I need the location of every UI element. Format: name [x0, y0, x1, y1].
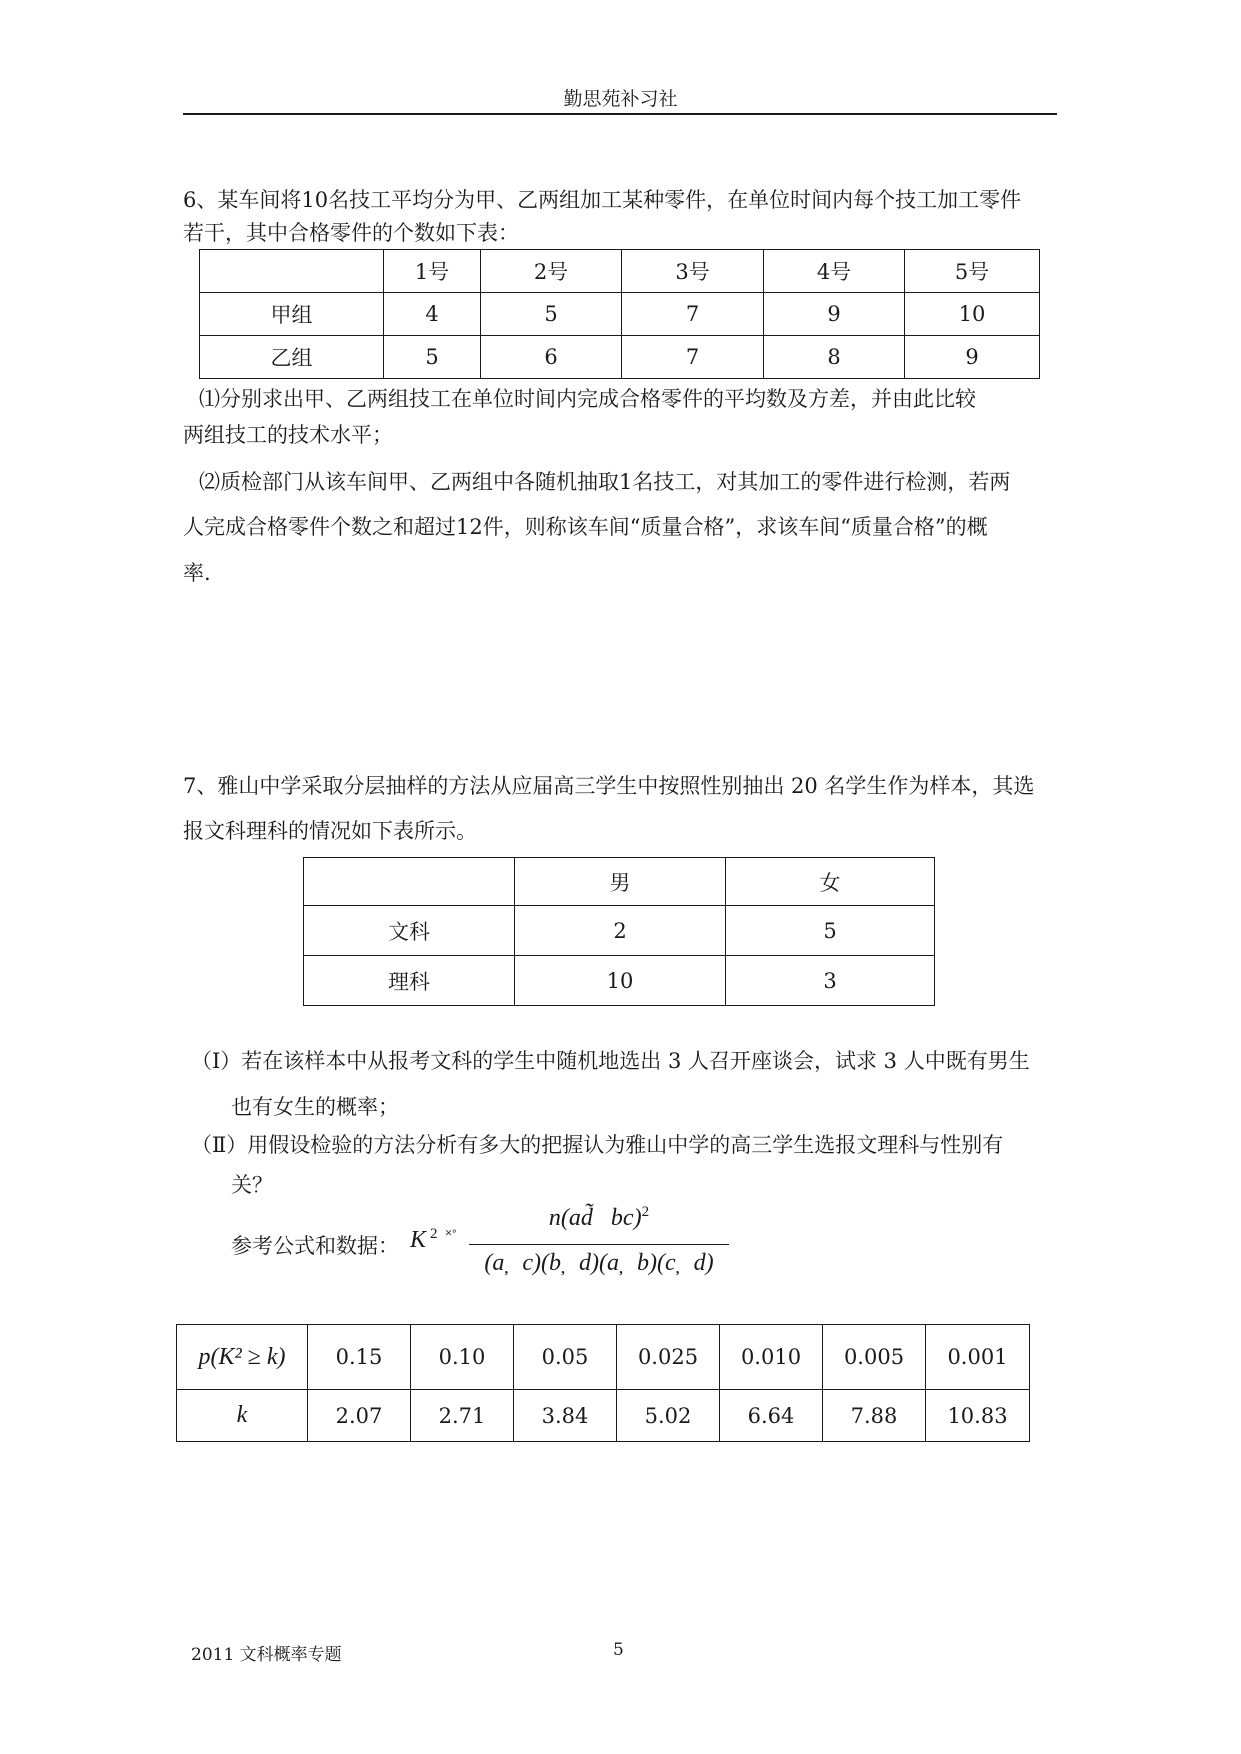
q6-part2-line3: 率.	[183, 561, 211, 585]
q6-part2-line2: 人完成合格零件个数之和超过12件，则称该车间“质量合格”，求该车间“质量合格”的概	[183, 515, 988, 539]
formula-denominator: (a̦ c)(b̦ d)(a̦ b)(c̦ d)	[484, 1250, 714, 1276]
q7-stem-line1: 7、雅山中学采取分层抽样的方法从应届高三学生中按照性别抽出 20 名学生作为样本，其选	[183, 774, 1035, 798]
table-cell: 9	[764, 293, 905, 336]
table-row	[177, 1325, 1030, 1390]
table-row	[304, 906, 935, 956]
q6-table-header-row	[200, 250, 1040, 293]
table-cell: 7.88	[823, 1390, 926, 1442]
q6-row-label: 乙组	[200, 336, 384, 379]
formula-numerator-text: n(ad̃ bc)	[548, 1205, 642, 1231]
table-cell: 5	[726, 906, 935, 956]
q7-stem-line2: 报文科理科的情况如下表所示。	[183, 819, 477, 843]
formula-lhs-exponent: 2	[430, 1226, 438, 1242]
q7-header-cell	[304, 858, 515, 906]
q6-stem-line2: 若干，其中合格零件的个数如下表：	[183, 221, 519, 245]
table-cell: 6.64	[720, 1390, 823, 1442]
table-cell: 0.05	[514, 1325, 617, 1390]
table-cell: 10.83	[926, 1390, 1030, 1442]
table-cell: 3.84	[514, 1390, 617, 1442]
q6-row-label: 甲组	[200, 293, 384, 336]
table-row	[304, 956, 935, 1006]
q7-part1-line2: 也有女生的概率；	[231, 1095, 399, 1119]
formula-numerator	[469, 1204, 729, 1232]
table-cell: 2	[515, 906, 726, 956]
footer-left: 2011 文科概率专题	[191, 1645, 342, 1665]
q7-header-cell: 女	[726, 858, 935, 906]
table-cell: 0.15	[308, 1325, 411, 1390]
table-cell: 10	[905, 293, 1040, 336]
table-cell: 5.02	[617, 1390, 720, 1442]
page-header-title: 勤思苑补习社	[563, 88, 678, 110]
q6-part1-line2: 两组技工的技术水平；	[183, 423, 393, 447]
q7-table-header-row	[304, 858, 935, 906]
table-cell: 0.025	[617, 1325, 720, 1390]
page-number: 5	[613, 1640, 624, 1660]
table-row	[177, 1390, 1030, 1442]
q6-part2-line1: ⑵质检部门从该车间甲、乙两组中各随机抽取1名技工，对其加工的零件进行检测，若两	[199, 470, 1011, 494]
q6-header-cell: 3号	[622, 250, 764, 293]
q6-header-cell: 2号	[481, 250, 622, 293]
table-cell: 8	[764, 336, 905, 379]
q6-stem-line1: 6、某车间将10名技工平均分为甲、乙两组加工某种零件，在单位时间内每个技工加工零件	[183, 188, 1022, 212]
table-cell: 6	[481, 336, 622, 379]
k-row-label: k	[177, 1390, 308, 1442]
q6-header-cell: 5号	[905, 250, 1040, 293]
table-cell: 5	[384, 336, 481, 379]
q7-part2-line1: （Ⅱ）用假设检验的方法分析有多大的把握认为雅山中学的高三学生选报文理科与性别有	[191, 1133, 1004, 1157]
q6-header-cell: 1号	[384, 250, 481, 293]
table-cell: 7	[622, 293, 764, 336]
q7-header-cell: 男	[515, 858, 726, 906]
formula-numerator-exponent: 2	[641, 1204, 650, 1220]
table-cell: 10	[515, 956, 726, 1006]
q6-header-cell: 4号	[764, 250, 905, 293]
table-row	[200, 293, 1040, 336]
table-row	[200, 336, 1040, 379]
q7-row-label: 文科	[304, 906, 515, 956]
header-divider	[183, 113, 1057, 115]
p-row-label: p(K² ≥ k)	[177, 1325, 308, 1390]
table-cell: 0.001	[926, 1325, 1030, 1390]
critical-value-table	[176, 1324, 1030, 1442]
q6-part1-line1: ⑴分别求出甲、乙两组技工在单位时间内完成合格零件的平均数及方差，并由此比较	[199, 387, 976, 411]
table-cell: 5	[481, 293, 622, 336]
formula-fraction-bar	[469, 1244, 729, 1245]
table-cell: 7	[622, 336, 764, 379]
formula-lhs	[410, 1226, 457, 1254]
q7-part2-line2: 关？	[231, 1173, 273, 1197]
q7-table	[303, 857, 935, 1006]
q7-row-label: 理科	[304, 956, 515, 1006]
q6-header-cell	[200, 250, 384, 293]
formula-garbled-glyph: ˟˚	[445, 1228, 457, 1245]
formula-label: 参考公式和数据：	[231, 1234, 399, 1258]
table-cell: 9	[905, 336, 1040, 379]
table-cell: 4	[384, 293, 481, 336]
table-cell: 0.005	[823, 1325, 926, 1390]
table-cell: 0.10	[411, 1325, 514, 1390]
table-cell: 0.010	[720, 1325, 823, 1390]
table-cell: 3	[726, 956, 935, 1006]
q7-part1-line1: （Ⅰ）若在该样本中从报考文科的学生中随机地选出 3 人召开座谈会，试求 3 人中既有男生	[191, 1049, 1030, 1073]
table-cell: 2.71	[411, 1390, 514, 1442]
table-cell: 2.07	[308, 1390, 411, 1442]
q6-table	[199, 249, 1040, 379]
formula-lhs-symbol: K	[410, 1227, 427, 1253]
